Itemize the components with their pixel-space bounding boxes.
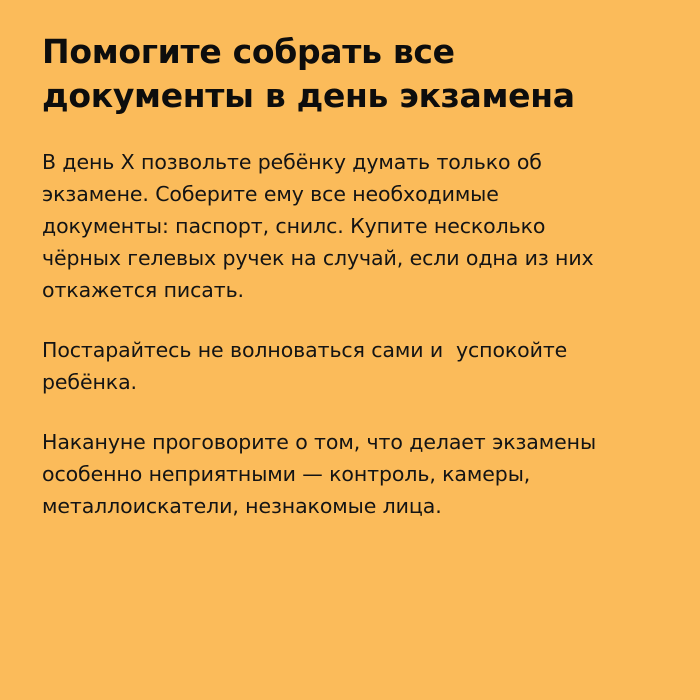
text-line: В день Х позвольте ребёнку думать только об	[42, 150, 542, 174]
paragraph-documents	[42, 146, 660, 306]
text-line: экзамене. Соберите ему все необходимые	[42, 182, 499, 206]
card-body	[42, 146, 660, 522]
paragraph-calm	[42, 334, 660, 398]
text-line: чёрных гелевых ручек на случай, если одна из них	[42, 246, 594, 270]
title-line: Помогите собрать все	[42, 32, 455, 71]
text-line: особенно неприятными — контроль, камеры,	[42, 462, 531, 486]
text-line: Накануне проговорите о том, что делает экзамены	[42, 430, 597, 454]
text-line: документы: паспорт, снилс. Купите несколько	[42, 214, 546, 238]
paragraph-discussion	[42, 426, 660, 522]
card-title	[42, 30, 660, 118]
title-line: документы в день экзамена	[42, 76, 575, 115]
text-line: Постарайтесь не волноваться сами и успокойте	[42, 338, 568, 362]
text-line: металлоискатели, незнакомые лица.	[42, 494, 442, 518]
text-line: ребёнка.	[42, 370, 137, 394]
text-line: откажется писать.	[42, 278, 244, 302]
